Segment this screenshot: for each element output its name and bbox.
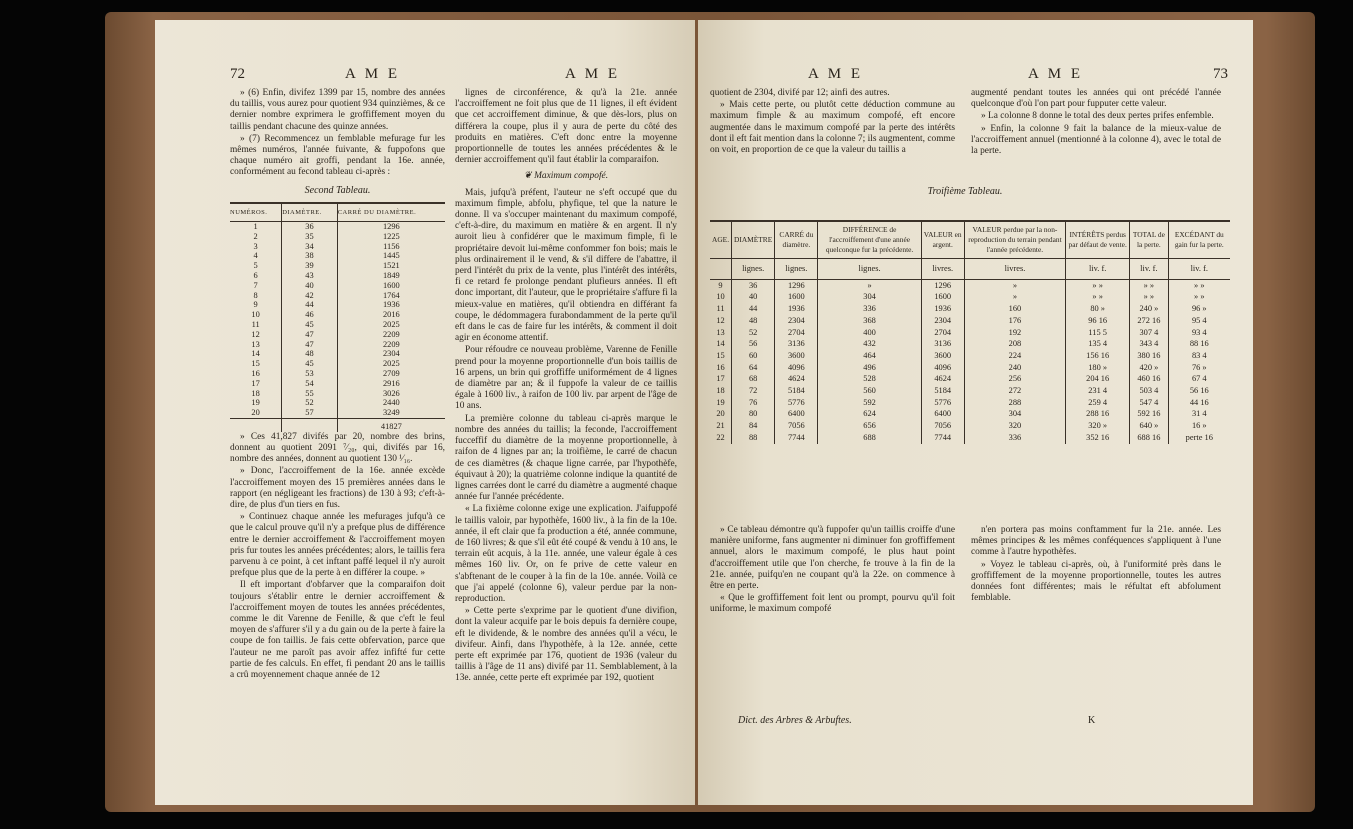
- cell-carre: 1225: [337, 232, 445, 242]
- table-cell: 240 »: [1130, 303, 1168, 315]
- third-table-wrap: [710, 220, 1230, 444]
- table-total-row: [230, 418, 445, 431]
- table-cell: 1296: [775, 279, 818, 291]
- table-cell: 547 4: [1130, 397, 1168, 409]
- cell-numero: 10: [251, 310, 260, 320]
- table-row: [230, 222, 445, 232]
- table-cell: 352 16: [1066, 432, 1130, 444]
- table-cell: 336: [964, 432, 1065, 444]
- cell-diametre: 47: [282, 330, 338, 340]
- table-cell: » »: [1130, 279, 1168, 291]
- table-row: [230, 261, 445, 271]
- right-intro-left: [710, 88, 955, 157]
- cell-carre: 2304: [337, 349, 445, 359]
- table-cell: 7056: [921, 420, 964, 432]
- table-cell: 240: [964, 362, 1065, 374]
- table-cell: 2304: [775, 315, 818, 327]
- paragraph: » Continuez chaque année les mefurages jufqu'à ce que le calcul prouve qu'il n'y a prefque plus de différence entre le dernier accroiffement & l'accroiffement moyen pris fur toutes les années précédentes; alors, le taillis fera parvenu à ce point, à cet inftant paffé lequel il n'y auroit prefque plus que de la perte à en différer la coupe. »: [230, 512, 445, 579]
- cell-numero: 16: [251, 368, 260, 378]
- unit-cell: lignes.: [775, 259, 818, 280]
- running-head: A M E: [345, 66, 401, 82]
- table-cell: 18: [716, 386, 725, 396]
- paragraph: Mais, jufqu'à préfent, l'auteur ne s'eft occupé que du maximum fimple, abfolu, phyfique, tel que la nature le donne. Il va s'occuper maintenant du maximum compofé, c'eft-à-dire, du maximum en matière & en argent. Il n'y auroit lieu à confidérer que le maximum fimple, fi le propriétaire devoit lui-même confommer fon bois; mais le plus ordinairement il le vend, & s'il differe de l'abattre, il perd l'intérêt du prix de la vente, plus l'intérêt des intérêts, fi ce retard fe prolonge pendant plufieurs années. Il eft donc important, dit l'auteur, que le propriétaire s'affure fi la mieux-value en matières, qu'il obtiendra en différant fa coupe, le dédommagera furabondamment de la perte qu'il eft dans le cas de faire fur les intérêts, & comment il doit agir en économe attentif.: [455, 187, 677, 344]
- signature-mark: K: [1088, 715, 1096, 726]
- table-row: [230, 408, 445, 418]
- paragraph: » Mais cette perte, ou plutôt cette déduction commune au maximum fimple & au maximum compofé, eft encore augmentée dans le maximum compofé par la perte des intérêts dont il eft fait mention dans la colonne 7; ils augmentent, comme on voit, en proportion de ce que la valeur du taillis a: [710, 100, 955, 156]
- table-cell: 307 4: [1130, 327, 1168, 339]
- cell-diametre: 46: [282, 310, 338, 320]
- table-cell: 22: [716, 432, 725, 442]
- table-cell: 368: [818, 315, 921, 327]
- table-cell: 40: [732, 291, 775, 303]
- unit-cell: lignes.: [818, 259, 921, 280]
- table-cell: 1936: [775, 303, 818, 315]
- table-cell: 336: [818, 303, 921, 315]
- table-cell: 224: [964, 350, 1065, 362]
- table-cell: 76: [732, 397, 775, 409]
- cell-numero: 5: [253, 261, 258, 271]
- table-cell: 56 16: [1168, 385, 1230, 397]
- cell-total: 41827: [337, 418, 445, 431]
- table-row: [230, 340, 445, 350]
- table-cell: 640 »: [1130, 420, 1168, 432]
- cell-diametre: 35: [282, 232, 338, 242]
- cell-numero: 17: [251, 378, 260, 388]
- table-cell: 420 »: [1130, 362, 1168, 374]
- table-row: [710, 373, 1230, 385]
- cell-carre: 1849: [337, 271, 445, 281]
- table-row: [230, 389, 445, 399]
- cell-numero: 14: [251, 349, 260, 359]
- paragraph: Il eft important d'obfarver que la comparaifon doit toujours s'établir entre le dernier accroiffement & l'accroiffement moyen de toutes les années précédentes, comme le dit Varenne de Fenille, & que c'eft le feul moyen de s'affurer s'il y a du gain ou de la perte à faire la coupe de fon taillis. Je fais cette obfervation, parce que l'auteur ne me paroît pas avoir affez infifté fur cette partie de fes calculs. En effet, fi pendant 20 ans le taillis a crû moyennement chaque année de 12: [230, 580, 445, 681]
- table-cell: 4096: [921, 362, 964, 374]
- table-row: [710, 315, 1230, 327]
- table-cell: 380 16: [1130, 350, 1168, 362]
- running-head: A M E: [565, 66, 621, 82]
- page-number-left: 72: [230, 66, 245, 82]
- table-cell: » »: [1066, 279, 1130, 291]
- table-cell: 4624: [921, 373, 964, 385]
- paragraph: Pour réfoudre ce nouveau problème, Varenne de Fenille prend pour la moyenne proportionnelle d'un bois taillis de 16 arpens, un brin qui groffiffe uniformément de 4 lignes de diamètre par an; & il fuppofe la valeur de ce taillis égale à 1600 liv., à raifon de 100 liv. par arpent de l'âge de 10 ans.: [455, 345, 677, 412]
- cell-carre: 2916: [337, 379, 445, 389]
- section-title-text: Maximum compofé.: [534, 171, 609, 182]
- table-cell: 88: [732, 432, 775, 444]
- table-cell: 343 4: [1130, 338, 1168, 350]
- table-cell: 4096: [775, 362, 818, 374]
- table-row: [710, 420, 1230, 432]
- table-header: AGE.: [710, 221, 732, 259]
- table-cell: » »: [1066, 291, 1130, 303]
- running-head: A M E: [1028, 66, 1084, 82]
- table-cell: 1296: [921, 279, 964, 291]
- paragraph: » Voyez le tableau ci-après, où, à l'uniformité près dans le groffiffement de la moyenne proportionnelle, toutes les autres données font différentes; mais le réfultat eft abfolument femblable.: [971, 559, 1221, 604]
- table-cell: 9: [718, 280, 723, 290]
- paragraph: » Enfin, la colonne 9 fait la balance de la mieux-value de l'accroiffement annuel (mentionné à la colonne 4), avec le total de la perte.: [971, 123, 1221, 157]
- cell-diametre: 39: [282, 261, 338, 271]
- cell-diametre: 44: [282, 300, 338, 310]
- table-row: [710, 385, 1230, 397]
- cell-diametre: 45: [282, 320, 338, 330]
- table-cell: 688: [818, 432, 921, 444]
- table-header: TOTAL de la perte.: [1130, 221, 1168, 259]
- cell-diametre: 55: [282, 389, 338, 399]
- unit-cell: livres.: [964, 259, 1065, 280]
- table-cell: 2704: [921, 327, 964, 339]
- cell-carre: 1764: [337, 291, 445, 301]
- left-column-1: [230, 88, 445, 682]
- table-cell: perte 16: [1168, 432, 1230, 444]
- right-after-left: [710, 525, 955, 617]
- table-cell: 80: [732, 408, 775, 420]
- table-title: Second Tableau.: [304, 184, 371, 196]
- units-row: [710, 259, 1230, 280]
- unit-cell: liv. f.: [1168, 259, 1230, 280]
- cell-diametre: 40: [282, 281, 338, 291]
- paragraph: quotient de 2304, divifé par 12; ainfi des autres.: [710, 88, 890, 98]
- paragraph: n'en portera pas moins conftamment fur la 21e. année. Les mêmes principes & les mêmes conféquences s'appliquent à l'une comme à l'autre hypothèfes.: [971, 525, 1221, 558]
- table-row: [710, 408, 1230, 420]
- table-cell: 592 16: [1130, 408, 1168, 420]
- table-cell: 688 16: [1130, 432, 1168, 444]
- table-cell: 1936: [921, 303, 964, 315]
- table-cell: 656: [818, 420, 921, 432]
- table-row: [710, 397, 1230, 409]
- cell-diametre: 54: [282, 379, 338, 389]
- table-cell: 60: [732, 350, 775, 362]
- cell-diametre: 38: [282, 251, 338, 261]
- cell-carre: 1156: [337, 242, 445, 252]
- table-cell: 56: [732, 338, 775, 350]
- cell-diametre: 48: [282, 349, 338, 359]
- table-cell: » »: [1168, 291, 1230, 303]
- paragraph: » Ces 41,827 divifés par 20, nombre des brins, donnent au quotient 2091 ⁷⁄₂₀, qui, divifés par 16, nombre des années, donnent au quotient 130 ¹⁄₁₆.: [230, 431, 445, 465]
- table-cell: 4624: [775, 373, 818, 385]
- cell-diametre: 43: [282, 271, 338, 281]
- cell-numero: 15: [251, 359, 260, 369]
- table-cell: 16 »: [1168, 420, 1230, 432]
- table-row: [230, 330, 445, 340]
- left-page: [155, 20, 695, 805]
- table-cell: 15: [716, 350, 725, 360]
- table-cell: 272: [964, 385, 1065, 397]
- table-cell: 160: [964, 303, 1065, 315]
- table-row: [230, 281, 445, 291]
- table-cell: 67 4: [1168, 373, 1230, 385]
- table-cell: 3600: [921, 350, 964, 362]
- table-cell: 259 4: [1066, 397, 1130, 409]
- table-cell: 5776: [921, 397, 964, 409]
- cell-numero: 4: [253, 251, 258, 261]
- table-cell: 93 4: [1168, 327, 1230, 339]
- table-header: VALEUR perdue par la non-reproduction du terrain pendant l'année précédente.: [964, 221, 1065, 259]
- table-cell: 496: [818, 362, 921, 374]
- table-cell: 36: [732, 279, 775, 291]
- table-cell: 272 16: [1130, 315, 1168, 327]
- cell-numero: 7: [253, 280, 258, 290]
- table-row: [230, 310, 445, 320]
- table-cell: 7744: [775, 432, 818, 444]
- table-cell: 7744: [921, 432, 964, 444]
- cell-numero: 8: [253, 290, 258, 300]
- table-header: CARRÉ du diamètre.: [775, 221, 818, 259]
- cell-carre: 2209: [337, 340, 445, 350]
- table-row: [710, 279, 1230, 291]
- table-header: NUMÉROS.: [230, 203, 282, 222]
- table-cell: 11: [716, 304, 725, 314]
- table-cell: 156 16: [1066, 350, 1130, 362]
- unit-cell: lignes.: [732, 259, 775, 280]
- unit-cell: livres.: [921, 259, 964, 280]
- table-cell: 21: [716, 421, 725, 431]
- table-cell: » »: [1168, 279, 1230, 291]
- cell-empty: [282, 418, 338, 431]
- table-cell: 3136: [921, 338, 964, 350]
- cell-diametre: 47: [282, 340, 338, 350]
- table-row: [710, 362, 1230, 374]
- table-cell: 2704: [775, 327, 818, 339]
- cell-numero: 18: [251, 388, 260, 398]
- cell-diametre: 52: [282, 398, 338, 408]
- right-after-right: [971, 525, 1221, 605]
- cell-numero: 13: [251, 339, 260, 349]
- cell-empty: [230, 418, 282, 431]
- table-cell: 288: [964, 397, 1065, 409]
- table-header: CARRÉ DU DIAMÈTRE.: [337, 203, 445, 222]
- table-cell: 528: [818, 373, 921, 385]
- table-cell: 288 16: [1066, 408, 1130, 420]
- paragraph: » La colonne 8 donne le total des deux pertes prifes enfemble.: [981, 111, 1214, 122]
- table-cell: 44: [732, 303, 775, 315]
- cell-carre: 3026: [337, 389, 445, 399]
- table-row: [230, 359, 445, 369]
- page-number-right: 73: [1213, 66, 1228, 82]
- unit-cell: liv. f.: [1130, 259, 1168, 280]
- table-row: [230, 398, 445, 408]
- table-cell: 320 »: [1066, 420, 1130, 432]
- cell-carre: 3249: [337, 408, 445, 418]
- paragraph: La première colonne du tableau ci-après marque le nombre des années du taillis; la feconde, l'accroiffement fucceffif du diamètre de la moyenne proportionnelle, à raifon de 4 lignes par an; la troifième, le carré de chacun de ces diamètres (& chaque ligne carrée, par l'hypothèfe, équivaut à 20); la quatrième colonne indique la quantité de lignes carrées dont le carré du diamètre a augmenté chaque année fur l'année précédente.: [455, 413, 677, 503]
- cell-carre: 2025: [337, 359, 445, 369]
- cell-diametre: 36: [282, 222, 338, 232]
- table-title: Troifième Tableau.: [927, 186, 1003, 197]
- table-cell: 76 »: [1168, 362, 1230, 374]
- cell-carre: 2209: [337, 330, 445, 340]
- table-cell: 96 16: [1066, 315, 1130, 327]
- paragraph: » Cette perte s'exprime par le quotient d'une divifion, dont la valeur acquife par le bois depuis fa dernière coupe, eft le dividende, & le nombre des années qu'il a vécu, le divifeur. Ainfi, dans l'hypothèfe, à la 12e. année, cette perte eft exprimée par 176, quotient de 1936 (valeur du taillis à l'âge de 11 ans) divifé par 11. Semblablement, à la 13e. année, cette perte eft exprimée par 192, quotient: [455, 606, 677, 684]
- unit-cell: liv. f.: [1066, 259, 1130, 280]
- cell-carre: 1936: [337, 300, 445, 310]
- table-cell: 52: [732, 327, 775, 339]
- table-cell: 560: [818, 385, 921, 397]
- table-cell: 19: [716, 397, 725, 407]
- paragraph: lignes de circonférence, & qu'à la 21e. année l'accroiffement ne foit plus que de 11 lignes, il eft évident que cet accroiffement diminue, & que dès-lors, plus on différera la coupe, plus il y aura de perte du côté des produits en matières. C'eft donc entre la moyenne proportionnelle de toutes les années précédentes & le dernier accroiffement qu'il faut établir la comparaifon.: [455, 88, 677, 166]
- paragraph: « Que le groffiffement foit lent ou prompt, pourvu qu'il foit uniforme, le maximum compofé: [710, 593, 955, 615]
- table-cell: 115 5: [1066, 327, 1130, 339]
- table-cell: 135 4: [1066, 338, 1130, 350]
- table-cell: 1600: [775, 291, 818, 303]
- table-cell: 231 4: [1066, 385, 1130, 397]
- table-cell: 503 4: [1130, 385, 1168, 397]
- cell-numero: 6: [253, 271, 258, 281]
- table-cell: 44 16: [1168, 397, 1230, 409]
- cell-carre: 1521: [337, 261, 445, 271]
- cell-numero: 12: [251, 329, 260, 339]
- table-cell: 6400: [775, 408, 818, 420]
- table-cell: 7056: [775, 420, 818, 432]
- table-row: [230, 379, 445, 389]
- table-header: DIAMÈTRE.: [282, 203, 338, 222]
- table-row: [230, 320, 445, 330]
- paragraph: » Ce tableau démontre qu'à fuppofer qu'un taillis croiffe d'une manière uniforme, fans augmenter ni diminuer fon groffiffement annuel, alors le maximum compofé, le plus haut point d'accroiffement utile que l'on cherche, fe trouve à la fin de la 21e. année, puifqu'en ne coupant qu'à la 22e. on commence à être en perte.: [710, 525, 955, 592]
- table-cell: 5184: [775, 385, 818, 397]
- table-cell: 12: [716, 315, 725, 325]
- table-header: EXCÉDANT du gain fur la perte.: [1168, 221, 1230, 259]
- table-cell: 14: [716, 339, 725, 349]
- cell-diametre: 42: [282, 291, 338, 301]
- table-cell: 192: [964, 327, 1065, 339]
- unit-cell: [710, 259, 732, 280]
- table-row: [710, 350, 1230, 362]
- table-cell: 5776: [775, 397, 818, 409]
- cell-numero: 11: [251, 320, 260, 329]
- cell-numero: 9: [253, 300, 258, 310]
- table-cell: 16: [716, 362, 725, 372]
- table-row: [710, 303, 1230, 315]
- table-cell: 48: [732, 315, 775, 327]
- table-cell: 96 »: [1168, 303, 1230, 315]
- table-cell: »: [818, 279, 921, 291]
- table-cell: 432: [818, 338, 921, 350]
- left-column-2: [455, 88, 677, 686]
- table-cell: 88 16: [1168, 338, 1230, 350]
- table-cell: 84: [732, 420, 775, 432]
- cell-carre: 2016: [337, 310, 445, 320]
- cell-carre: 1296: [337, 222, 445, 232]
- table-row: [710, 327, 1230, 339]
- table-cell: 400: [818, 327, 921, 339]
- second-table: [230, 202, 445, 432]
- cell-diametre: 34: [282, 242, 338, 252]
- table-header: DIFFÉRENCE de l'accroiffement d'une année quelconque fur la précédente.: [818, 221, 921, 259]
- table-row: [710, 338, 1230, 350]
- table-cell: 3600: [775, 350, 818, 362]
- table-cell: 256: [964, 373, 1065, 385]
- table-cell: 6400: [921, 408, 964, 420]
- table-cell: 208: [964, 338, 1065, 350]
- table-cell: 464: [818, 350, 921, 362]
- table-cell: 320: [964, 420, 1065, 432]
- table-cell: 68: [732, 373, 775, 385]
- table-cell: » »: [1130, 291, 1168, 303]
- paragraph: » (7) Recommencez un femblable mefurage fur les mêmes numéros, l'année fuivante, & fuppofons que chaque numéro ait groffi, pendant la 16e. année, conformément au fecond tableau ci-après :: [230, 133, 445, 178]
- cell-numero: 19: [251, 398, 260, 408]
- table-cell: 95 4: [1168, 315, 1230, 327]
- paragraph: » Donc, l'accroiffement de la 16e. année excède l'accroiffement moyen des 15 premières années dans le rapport (en négligeant les fractions) de 130 à 93; c'eft-à-dire, de plus d'un tiers en fus.: [230, 466, 445, 510]
- table-row: [230, 369, 445, 379]
- table-row: [230, 271, 445, 281]
- table-cell: 304: [818, 291, 921, 303]
- table-row: [230, 300, 445, 310]
- table-row: [710, 432, 1230, 444]
- table-cell: 20: [716, 409, 725, 419]
- table-cell: 1600: [921, 291, 964, 303]
- cell-diametre: 53: [282, 369, 338, 379]
- paragraph: » (6) Enfin, divifez 1399 par 15, nombre des années du taillis, vous aurez pour quotient 934 quinzièmes, & ce dernier nombre exprimera le groffiffement moyen du taillis pendant chacune des quinze années.: [230, 88, 445, 132]
- third-table: [710, 220, 1230, 444]
- table-cell: 180 »: [1066, 362, 1130, 374]
- running-head: A M E: [808, 66, 864, 82]
- cell-carre: 1600: [337, 281, 445, 291]
- table-cell: 80 »: [1066, 303, 1130, 315]
- table-header: INTÉRÊTS perdus par défaut de vente.: [1066, 221, 1130, 259]
- table-cell: 592: [818, 397, 921, 409]
- table-row: [230, 242, 445, 252]
- table-cell: 64: [732, 362, 775, 374]
- table-cell: 10: [716, 292, 725, 302]
- table-cell: 13: [716, 327, 725, 337]
- table-cell: 624: [818, 408, 921, 420]
- table-row: [230, 349, 445, 359]
- table-cell: 2304: [921, 315, 964, 327]
- table-row: [710, 291, 1230, 303]
- table-cell: 83 4: [1168, 350, 1230, 362]
- table-header: VALEUR en argent.: [921, 221, 964, 259]
- section-title: ❦ Maximum compofé.: [523, 171, 609, 182]
- cell-numero: 1: [253, 222, 258, 232]
- cell-carre: 2025: [337, 320, 445, 330]
- table-cell: 176: [964, 315, 1065, 327]
- right-page: [698, 20, 1253, 805]
- table-row: [230, 232, 445, 242]
- cell-diametre: 45: [282, 359, 338, 369]
- table-cell: 460 16: [1130, 373, 1168, 385]
- cell-carre: 2709: [337, 369, 445, 379]
- cell-carre: 1445: [337, 251, 445, 261]
- cell-diametre: 57: [282, 408, 338, 418]
- table-header: DIAMÈTRE: [732, 221, 775, 259]
- table-cell: »: [964, 279, 1065, 291]
- cell-numero: 20: [251, 408, 260, 418]
- table-cell: 17: [716, 374, 725, 384]
- cell-numero: 2: [253, 231, 258, 241]
- table-cell: 31 4: [1168, 408, 1230, 420]
- table-cell: 5184: [921, 385, 964, 397]
- paragraph: « La fixième colonne exige une explication. J'aifuppofé le taillis valoir, par hypothèfe, 1600 liv., à la fin de la 10e. année, il eft clair que fa production a été, année commune, de 160 livres; & que s'il eût été coupé & vendu à 10 ans, le terrain eût acquis, à la 11e. année, une valeur égale à ces mêmes 160 liv. Or, on fe prive de cette valeur en s'abftenant de le couper à la fin de la 10e. année. Voilà ce que j'ai appelé (colonne 6), valeur perdue par la non-reproduction.: [455, 504, 677, 604]
- table-cell: 304: [964, 408, 1065, 420]
- table-row: [230, 251, 445, 261]
- paragraph: augmenté pendant toutes les années qui ont précédé l'année quelconque d'où l'on part pour fupputer cette valeur.: [971, 88, 1221, 110]
- table-cell: »: [964, 291, 1065, 303]
- cell-numero: 3: [253, 241, 258, 251]
- table-cell: 72: [732, 385, 775, 397]
- footer-title: Dict. des Arbres & Arbuftes.: [738, 715, 852, 726]
- right-intro-right: [971, 88, 1221, 158]
- table-cell: 204 16: [1066, 373, 1130, 385]
- table-cell: 3136: [775, 338, 818, 350]
- cell-carre: 2440: [337, 398, 445, 408]
- table-row: [230, 291, 445, 301]
